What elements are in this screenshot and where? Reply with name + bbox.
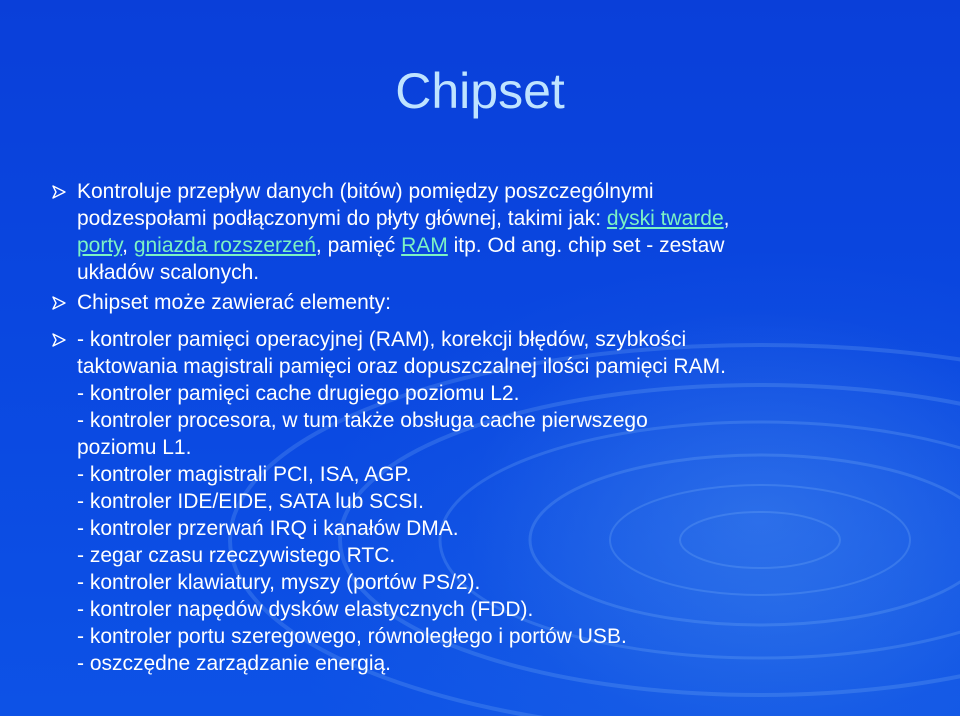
list-item: - oszczędne zarządzanie energią. [77,652,392,675]
slide-content [52,178,932,677]
list-item: - zegar czasu rzeczywistego RTC. [77,544,396,567]
bullet-1-line-2-text: podzespołami podłączonymi do płyty głównej, takimi jak: [77,207,607,230]
list-item: - kontroler procesora, w tum także obsługa cache pierwszego [77,409,648,432]
link-porty[interactable]: porty [77,234,123,257]
list-item: taktowania magistrali pamięci oraz dopuszczalnej ilości pamięci RAM. [77,355,726,378]
bullet-1-line-1: Kontroluje przepływ danych (bitów) pomiędzy poszczególnymi [77,180,654,203]
list-item: - kontroler przerwań IRQ i kanałów DMA. [77,517,459,540]
list-item: - kontroler IDE/EIDE, SATA lub SCSI. [77,490,425,513]
bullet-1-line-3 [77,232,932,259]
bullet-1-line-3-text: itp. Od ang. chip set - zestaw [447,234,725,257]
list-item: - kontroler portu szeregowego, równoległego i portów USB. [77,625,627,648]
bullet-2-text: Chipset może zawierać elementy: [77,291,391,314]
bullet-item-3 [52,326,932,677]
link-gniazda-rozszerzen[interactable]: gniazda rozszerzeń [133,234,316,257]
list-item: poziomu L1. [77,436,192,459]
slide-title [0,56,960,126]
arrowhead-bullet-icon [52,185,66,199]
list-item: - kontroler magistrali PCI, ISA, AGP. [77,463,412,486]
bullet-1-mid-text: , pamięć [315,234,402,257]
link-ram[interactable]: RAM [401,234,448,257]
list-item: - kontroler klawiatury, myszy (portów PS/2). [77,571,481,594]
list-item: - kontroler pamięci operacyjnej (RAM), korekcji błędów, szybkości [77,328,687,351]
bullet-1-comma: , [723,207,730,230]
list-item: - kontroler pamięci cache drugiego poziomu L2. [77,382,520,405]
bullet-item-2 [52,289,932,316]
arrowhead-bullet-icon [52,333,66,347]
arrowhead-bullet-icon [52,296,66,310]
bullet-1-line-4: układów scalonych. [77,261,260,284]
slide-title-text: Chipset [395,63,565,119]
bullet-item-1 [52,178,932,286]
bullet-1-line-2 [77,205,932,232]
bullet-1-comma-2: , [122,234,134,257]
list-item: - kontroler napędów dysków elastycznych (FDD). [77,598,534,621]
link-dyski-twarde[interactable]: dyski twarde [606,207,724,230]
